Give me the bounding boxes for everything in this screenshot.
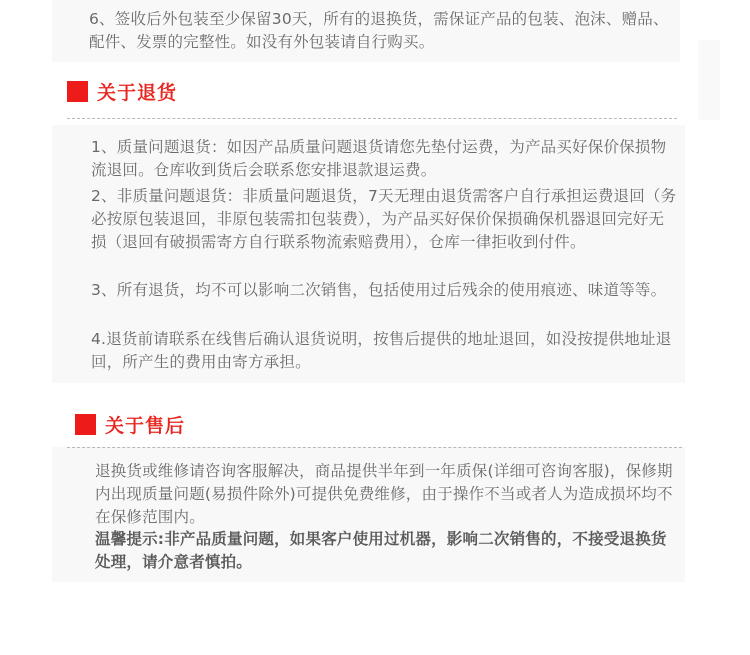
policy-item-6: 6、签收后外包装至少保留30天，所有的退换货，需保证产品的包装、泡沫、赠品、配件、发票的完整性。如没有外包装请自行购买。 bbox=[89, 10, 669, 51]
aftersales-heading-text: 关于售后 bbox=[105, 415, 186, 437]
returns-item-1: 1、质量问题退货：如因产品质量问题退货请您先垫付运费，为产品买好保价保损物流退回。仓库收到货后会联系您安排退款退运费。 bbox=[91, 138, 667, 179]
returns-divider bbox=[67, 118, 677, 119]
returns-heading bbox=[67, 78, 177, 105]
returns-item-2: 2、非质量问题退货：非质量问题退货，7天无理由退货需客户自行承担运费退回（务必按原包装退回，非原包装需扣包装费），为产品买好保价保损确保机器退回完好无损（退回有破损需寄方自行联系物流索赔费用），仓库一律拒收到付件。 bbox=[91, 187, 677, 251]
aftersales-divider bbox=[67, 447, 682, 448]
returns-heading-text: 关于退货 bbox=[97, 82, 178, 104]
aftersales-heading bbox=[75, 411, 185, 438]
aftersales-warning: 温馨提示:非产品质量问题，如果客户使用过机器，影响二次销售的，不接受退换货处理，请介意者慎拍。 bbox=[95, 530, 667, 571]
background-strip bbox=[698, 40, 720, 120]
returns-item-3: 3、所有退货，均不可以影响二次销售，包括使用过后残余的使用痕迹、味道等等。 bbox=[91, 281, 667, 299]
red-square-icon bbox=[67, 81, 88, 102]
aftersales-body: 退换货或维修请咨询客服解决，商品提供半年到一年质保(详细可咨询客服)，保修期内出现质量问题(易损件除外)可提供免费维修，由于操作不当或者人为造成损坏均不在保修范围内。 bbox=[95, 462, 673, 526]
red-square-icon bbox=[75, 414, 96, 435]
returns-item-4: 4.退货前请联系在线售后确认退货说明，按售后提供的地址退回，如没按提供地址退回，所产生的费用由寄方承担。 bbox=[91, 330, 672, 371]
